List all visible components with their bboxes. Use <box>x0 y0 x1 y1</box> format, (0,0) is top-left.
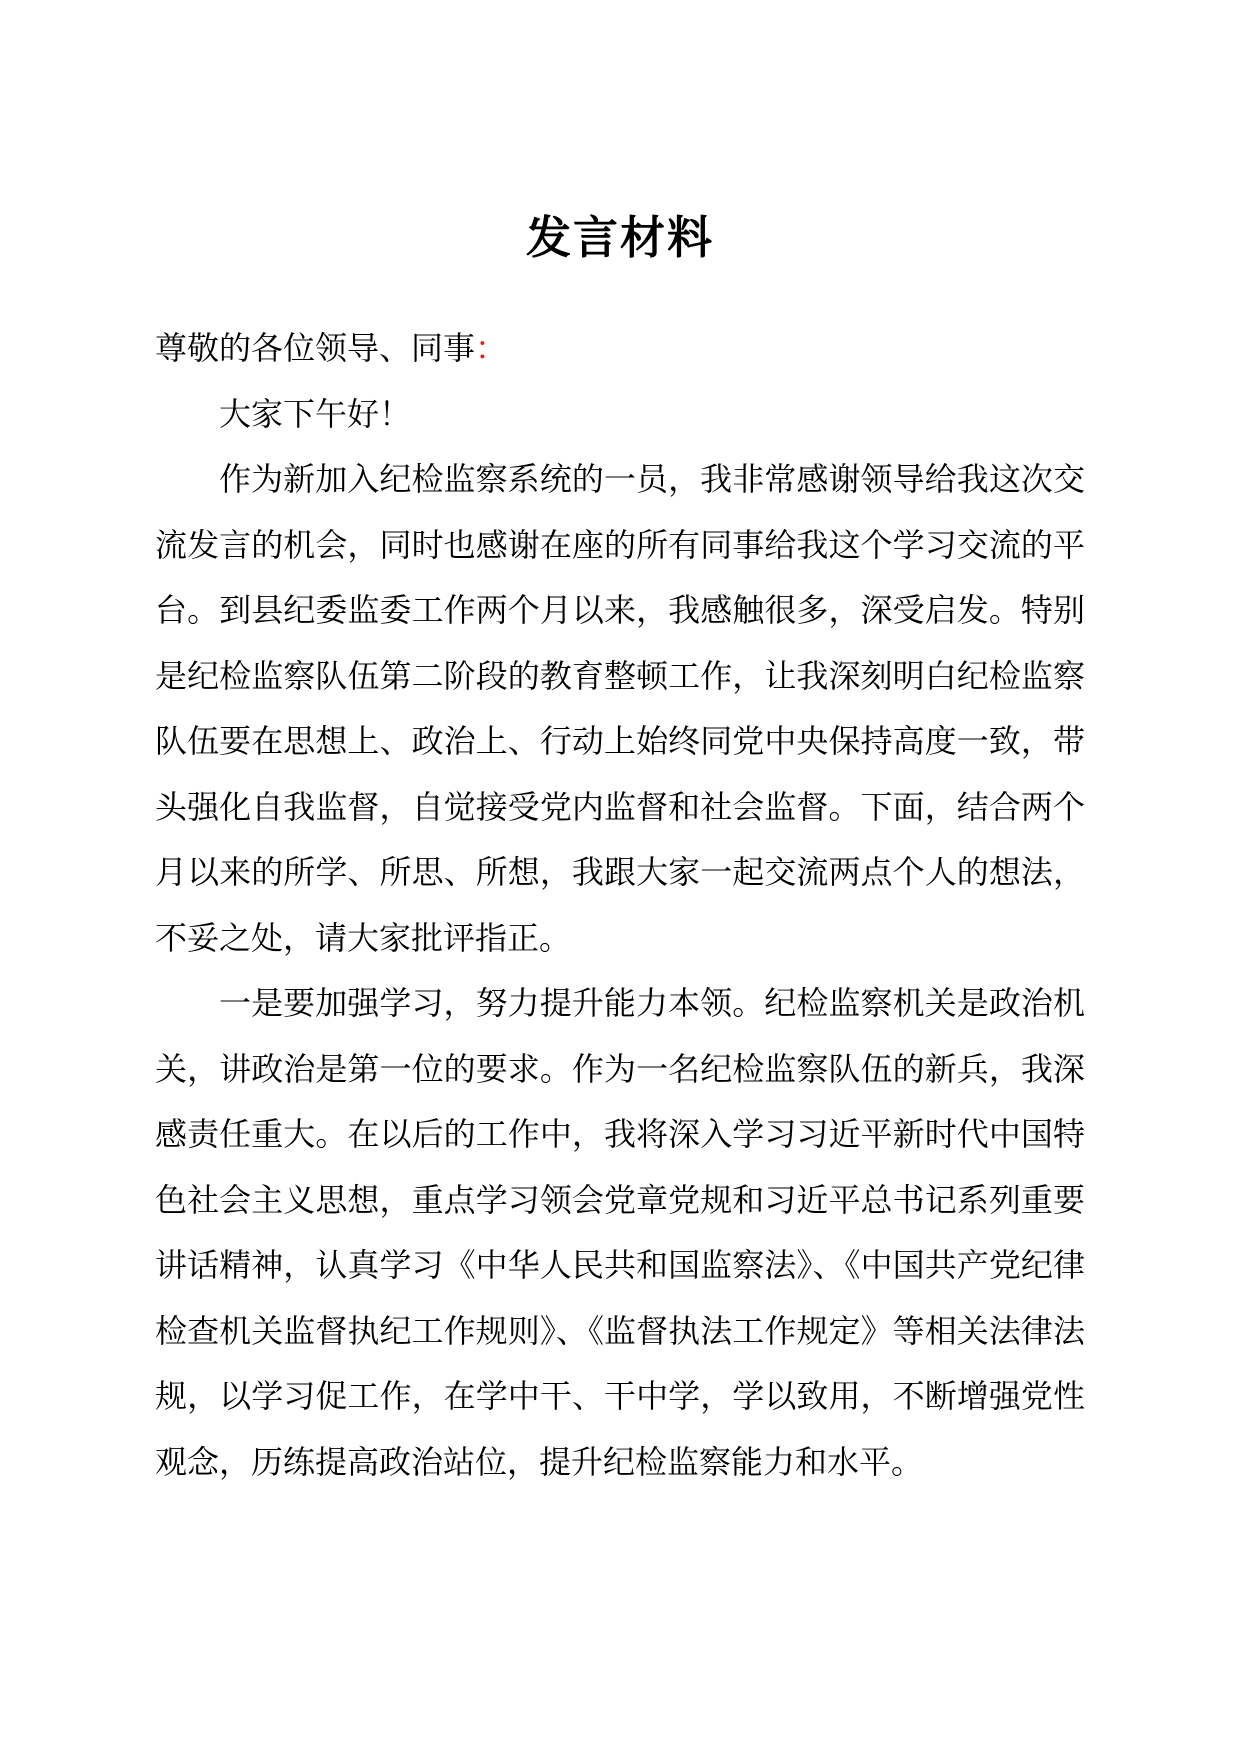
salutation-colon: ： <box>475 329 508 367</box>
document-body <box>155 316 1085 1495</box>
point-one-paragraph: 一是要加强学习，努力提升能力本领。纪检监察机关是政治机关，讲政治是第一位的要求。作为一名纪检监察队伍的新兵，我深感责任重大。在以后的工作中，我将深入学习习近平新时代中国特色社会主义思想，重点学习领会党章党规和习近平总书记系列重要讲话精神，认真学习《中华人民共和国监察法》、《中国共产党纪律检查机关监督执纪工作规则》、《监督执法工作规定》等相关法律法规，以学习促工作，在学中干、干中学，学以致用，不断增强党性观念，历练提高政治站位，提升纪检监察能力和水平。 <box>155 984 1085 1481</box>
greeting-paragraph: 大家下午好！ <box>219 394 412 433</box>
document-title: 发言材料 <box>525 211 714 265</box>
intro-paragraph: 作为新加入纪检监察系统的一员，我非常感谢领导给我这次交流发言的机会，同时也感谢在座的所有同事给我这个学习交流的平台。到县纪委监委工作两个月以来，我感触很多，深受启发。特别是纪检监察队伍第二阶段的教育整顿工作，让我深刻明白纪检监察队伍要在思想上、政治上、行动上始终同党中央保持高度一致，带头强化自我监督，自觉接受党内监督和社会监督。下面，结合两个月以来的所学、所思、所想，我跟大家一起交流两点个人的想法，不妥之处，请大家批评指正。 <box>155 460 1085 957</box>
salutation-line <box>155 316 1085 382</box>
salutation-text: 尊敬的各位领导、同事 <box>155 329 476 367</box>
